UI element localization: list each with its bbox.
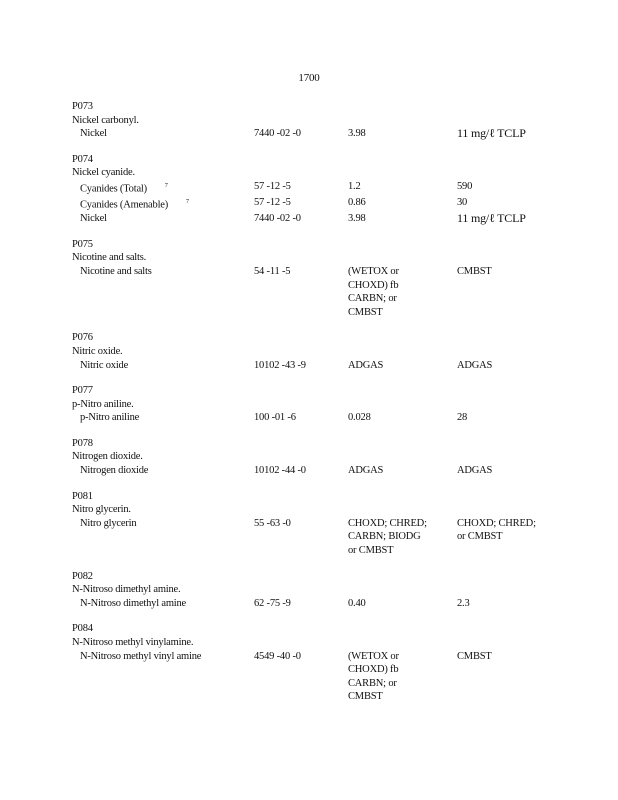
constituent-row (72, 597, 592, 611)
waste-entry (72, 622, 592, 704)
cas-number: 7440 -02 -0 (254, 128, 301, 140)
waste-name: p-Nitro aniline. (72, 398, 134, 410)
constituent-name (72, 359, 254, 373)
nonwastewater-standard: ADGAS (457, 359, 493, 371)
cas-number: 10102 -44 -0 (254, 465, 306, 477)
waste-code: P073 (72, 101, 93, 112)
waste-entries-list (72, 100, 592, 716)
nonwastewater-standard: 30 (457, 197, 468, 209)
constituent-name-text: Cyanides (Amenable) (80, 199, 169, 211)
constituent-name-text: Cyanides (Total) (80, 183, 147, 195)
cas-number: 4549 -40 -0 (254, 650, 301, 662)
constituent-name (72, 212, 254, 226)
constituent-row (72, 464, 592, 478)
constituent-name (72, 265, 254, 279)
cas-number: 55 -63 -0 (254, 517, 291, 529)
constituent-row (72, 127, 592, 141)
cas-number: 62 -75 -9 (254, 597, 291, 609)
constituent-rows (72, 180, 592, 226)
constituent-name-text: N-Nitroso methyl vinyl amine (80, 650, 202, 662)
waste-name: Nickel cyanide. (72, 167, 135, 179)
wastewater-standard: 0.028 (348, 412, 371, 424)
nonwastewater-standard: CHOXD; CHRED; or CMBST (457, 517, 536, 543)
waste-code: P076 (72, 332, 93, 344)
constituent-row (72, 517, 592, 558)
cas-number: 54 -11 -5 (254, 265, 291, 277)
constituent-name (72, 411, 254, 425)
wastewater-standard: CHOXD; CHRED; CARBN; BIODG or CMBST (348, 517, 427, 557)
constituent-row (72, 196, 592, 212)
page-number: 1700 (298, 72, 320, 84)
wastewater-standard: (WETOX or CHOXD) fb CARBN; or CMBST (348, 650, 399, 703)
cas-number: 7440 -02 -0 (254, 213, 301, 225)
waste-code: P075 (72, 238, 93, 250)
footnote-marker: 7 (186, 199, 189, 206)
constituent-name (72, 196, 254, 212)
wastewater-standard: (WETOX or CHOXD) fb CARBN; or CMBST (348, 265, 399, 318)
waste-name: N-Nitroso dimethyl amine. (72, 584, 181, 596)
constituent-name-text: Nitric oxide (80, 359, 129, 371)
waste-code: P074 (72, 153, 93, 165)
constituent-name (72, 464, 254, 478)
nonwastewater-standard: CMBST (457, 265, 492, 277)
waste-entry (72, 100, 592, 141)
waste-entry (72, 331, 592, 372)
wastewater-standard: 3.98 (348, 213, 366, 225)
wastewater-standard: 1.2 (348, 180, 361, 192)
constituent-row (72, 180, 592, 196)
constituent-name-text: p-Nitro aniline (80, 412, 140, 424)
wastewater-standard: 0.86 (348, 197, 366, 209)
footnote-marker: 7 (164, 182, 168, 189)
constituent-rows (72, 464, 592, 478)
waste-code: P078 (72, 437, 93, 449)
constituent-rows (72, 127, 592, 141)
constituent-name-text: Nickel (80, 213, 107, 225)
wastewater-standard: ADGAS (348, 359, 384, 371)
waste-entry (72, 437, 592, 478)
nonwastewater-standard: 28 (457, 412, 468, 424)
waste-name: Nitro glycerin. (72, 504, 131, 516)
waste-entry (72, 238, 592, 320)
constituent-rows (72, 265, 592, 319)
constituent-row (72, 411, 592, 425)
constituent-name (72, 650, 254, 664)
constituent-name-text: Nitrogen dioxide (80, 465, 149, 477)
waste-code: P084 (72, 623, 93, 635)
nonwastewater-standard: ADGAS (457, 465, 493, 477)
constituent-name-text: Nitro glycerin (80, 517, 137, 529)
constituent-name (72, 597, 254, 611)
waste-name: Nickel carbonyl. (72, 114, 139, 126)
waste-code: P077 (72, 385, 93, 397)
constituent-name-text: Nicotine and salts (80, 265, 152, 277)
cas-number: 57 -12 -5 (254, 197, 291, 209)
constituent-name (72, 180, 254, 196)
constituent-name-text: N-Nitroso dimethyl amine (80, 597, 187, 609)
cas-number: 10102 -43 -9 (254, 359, 306, 371)
nonwastewater-standard: 2.3 (457, 597, 470, 609)
constituent-row (72, 265, 592, 319)
wastewater-standard: ADGAS (348, 465, 384, 477)
waste-name: Nicotine and salts. (72, 252, 147, 264)
waste-code: P081 (72, 490, 93, 502)
cas-number: 100 -01 -6 (254, 412, 296, 424)
waste-entry (72, 384, 592, 425)
constituent-name (72, 127, 254, 141)
cas-number: 57 -12 -5 (254, 180, 291, 192)
constituent-rows (72, 597, 592, 611)
wastewater-standard: 0.40 (348, 597, 366, 609)
constituent-row (72, 212, 592, 226)
waste-name: Nitrogen dioxide. (72, 451, 143, 463)
waste-name: Nitric oxide. (72, 345, 123, 357)
constituent-rows (72, 359, 592, 373)
nonwastewater-standard: 11 mg/ℓ TCLP (457, 126, 526, 141)
constituent-rows (72, 517, 592, 558)
waste-code: P082 (72, 570, 93, 582)
constituent-name-text: Nickel (80, 128, 107, 140)
constituent-rows (72, 411, 592, 425)
constituent-row (72, 650, 592, 704)
waste-entry (72, 490, 592, 558)
waste-entry (72, 570, 592, 611)
constituent-name (72, 517, 254, 531)
constituent-rows (72, 650, 592, 704)
nonwastewater-standard: CMBST (457, 650, 492, 662)
constituent-row (72, 359, 592, 373)
waste-entry (72, 153, 592, 226)
waste-name: N-Nitroso methyl vinylamine. (72, 637, 194, 648)
nonwastewater-standard: 590 (457, 180, 473, 192)
wastewater-standard: 3.98 (348, 128, 366, 140)
nonwastewater-standard: 11 mg/ℓ TCLP (457, 211, 526, 226)
